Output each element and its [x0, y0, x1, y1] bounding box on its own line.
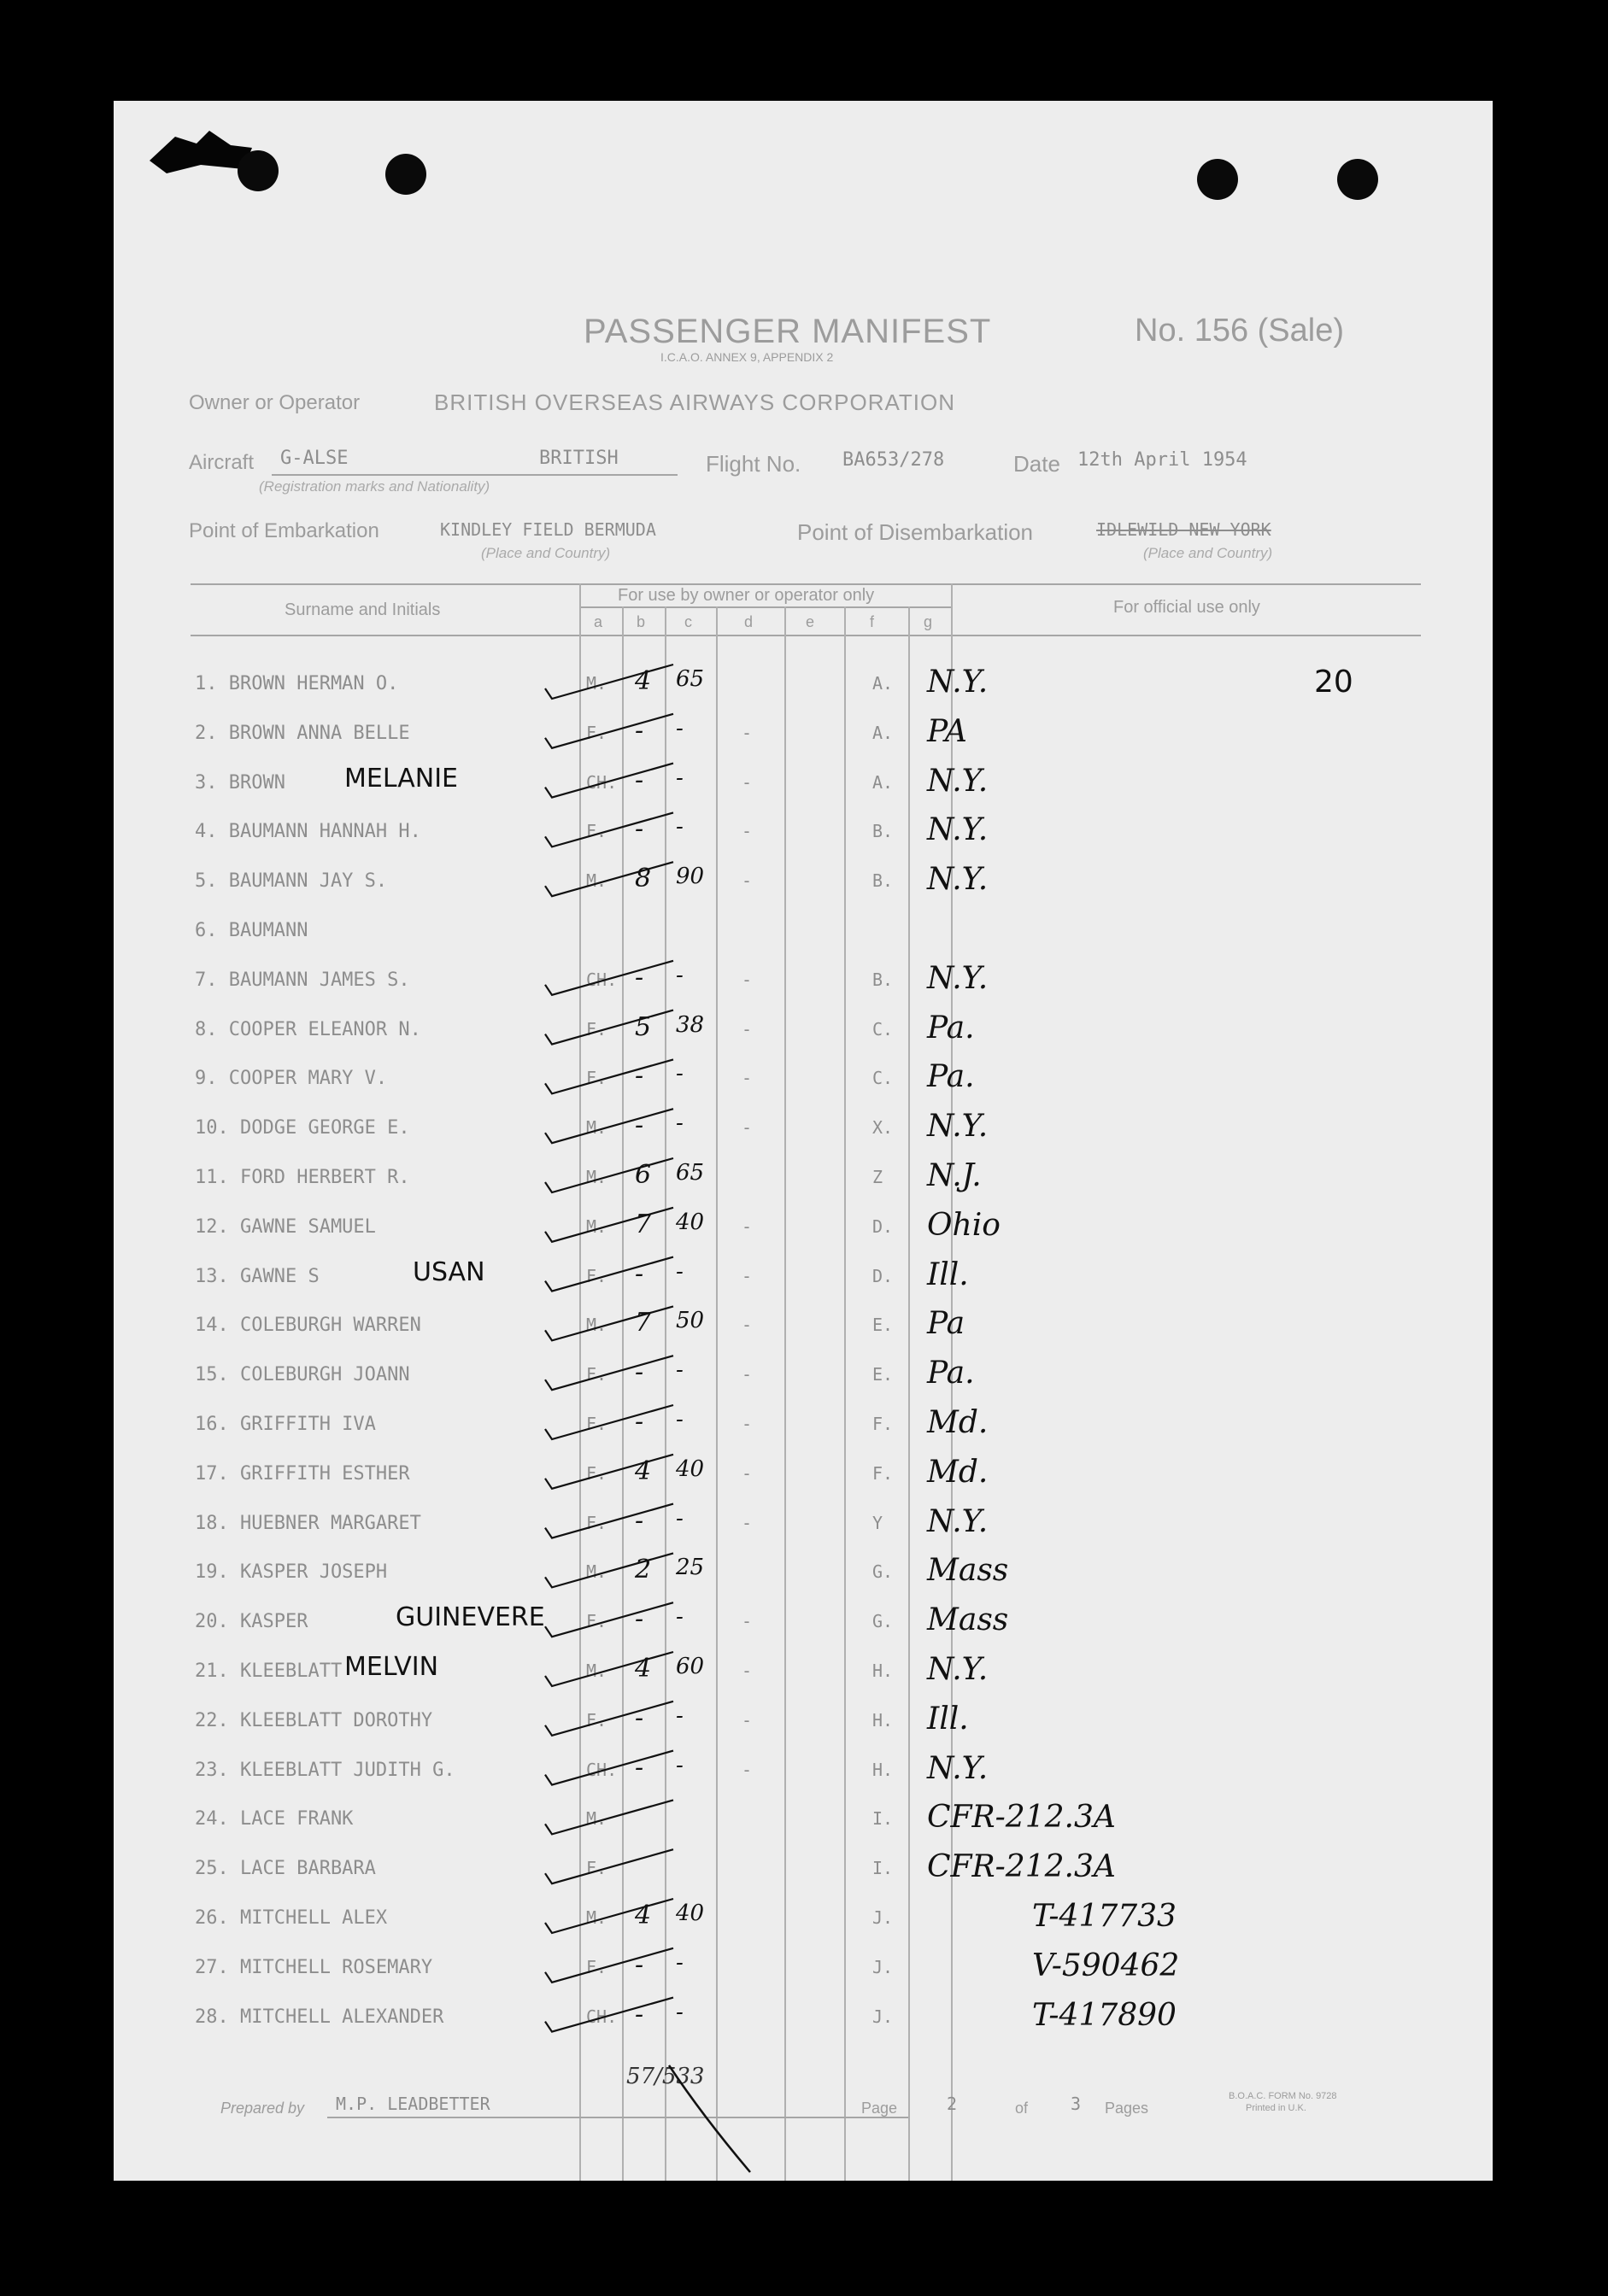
- cell-d: -: [742, 1759, 753, 1780]
- cell-destination: N.Y.: [927, 665, 989, 700]
- cell-weight-b: -: [635, 1752, 644, 1783]
- embark-note: (Place and Country): [481, 545, 611, 561]
- cell-weight-b: -: [635, 1949, 644, 1980]
- cell-group: D.: [872, 1215, 894, 1237]
- passenger-name: 22. KLEEBLATT DOROTHY: [195, 1709, 433, 1731]
- passenger-name: 25. LACE BARBARA: [195, 1858, 376, 1880]
- cell-weight-b: 8: [635, 864, 652, 894]
- cell-group: J.: [872, 1956, 894, 1977]
- cell-d: -: [742, 1215, 753, 1237]
- cell-destination: Md.: [927, 1454, 989, 1490]
- cell-group: A.: [872, 673, 894, 694]
- cell-weight-c: -: [676, 814, 684, 840]
- passenger-name: 2. BROWN ANNA BELLE: [195, 722, 410, 744]
- handwritten-name: USAN: [413, 1256, 485, 1287]
- cell-weight-b: 4: [635, 1901, 652, 1930]
- footer-stroke: [114, 101, 1493, 2181]
- col-official-use: For official use only: [1113, 598, 1260, 617]
- cell-group: B.: [872, 870, 894, 892]
- passenger-name: 6. BAUMANN: [195, 920, 308, 941]
- cell-sex: M.: [586, 1561, 607, 1583]
- total-figure: 57/533: [626, 2064, 705, 2089]
- cell-sex: M.: [586, 870, 607, 892]
- cell-group: F.: [872, 1462, 894, 1484]
- page-value: 2: [947, 2094, 958, 2114]
- form-note: B.O.A.C. FORM No. 9728: [1229, 2091, 1337, 2101]
- cell-group: H.: [872, 1759, 894, 1780]
- cell-weight-c: 50: [676, 1308, 705, 1334]
- cell-weight-b: 7: [635, 1209, 652, 1239]
- form-note-2: Printed in U.K.: [1246, 2103, 1306, 2113]
- cell-d: -: [742, 1462, 753, 1484]
- cell-weight-c: 25: [676, 1555, 705, 1581]
- cell-weight-c: -: [676, 1407, 684, 1432]
- cell-d: -: [742, 1512, 753, 1533]
- date-value: 12th April 1954: [1077, 449, 1247, 471]
- cell-weight-b: 4: [635, 1456, 652, 1486]
- cell-weight-b: -: [635, 962, 644, 993]
- subcol-d: d: [744, 613, 754, 630]
- flight-label: Flight No.: [706, 451, 801, 477]
- cell-weight-c: 40: [676, 1209, 705, 1235]
- owner-label: Owner or Operator: [189, 391, 361, 414]
- cell-weight-c: -: [676, 1752, 684, 1778]
- cell-weight-b: -: [635, 1702, 644, 1733]
- cell-group: C.: [872, 1018, 894, 1040]
- subcol-a: a: [594, 613, 603, 630]
- cell-d: -: [742, 1660, 753, 1681]
- cell-destination: Pa: [927, 1306, 965, 1342]
- passenger-name: 28. MITCHELL ALEXANDER: [195, 2006, 444, 2028]
- cell-group: A.: [872, 771, 894, 793]
- passenger-name: 14. COLEBURGH WARREN: [195, 1315, 421, 1337]
- cell-destination: CFR-212.3A: [927, 1800, 1116, 1836]
- passenger-name: 26. MITCHELL ALEX: [195, 1907, 388, 1929]
- cell-weight-b: -: [635, 1505, 644, 1536]
- cell-sex: F.: [586, 1462, 607, 1484]
- passenger-name: 27. MITCHELL ROSEMARY: [195, 1956, 433, 1978]
- cell-weight-c: 65: [676, 1160, 705, 1186]
- cell-sex: F.: [586, 1364, 607, 1385]
- passenger-name: 9. COOPER MARY V.: [195, 1068, 388, 1090]
- cell-weight-b: -: [635, 764, 644, 795]
- cell-weight-c: -: [676, 1061, 684, 1087]
- cell-weight-b: -: [635, 1407, 644, 1437]
- passenger-name: 19. KASPER JOSEPH: [195, 1561, 388, 1584]
- cell-group: X.: [872, 1117, 894, 1139]
- cell-group: H.: [872, 1709, 894, 1731]
- cell-sex: F.: [586, 1858, 607, 1879]
- cell-weight-c: 60: [676, 1654, 705, 1679]
- subcol-b: b: [637, 613, 646, 630]
- cell-destination: N.Y.: [927, 1750, 989, 1786]
- aircraft-reg: G-ALSE: [280, 448, 349, 469]
- cell-d: -: [742, 821, 753, 842]
- cell-sex: F.: [586, 1512, 607, 1533]
- of-label: of: [1015, 2100, 1029, 2117]
- cell-sex: F.: [586, 722, 607, 743]
- cell-group: B.: [872, 969, 894, 990]
- cell-sex: M.: [586, 1167, 607, 1187]
- subcol-e: e: [806, 613, 815, 630]
- cell-group: Y: [872, 1512, 883, 1533]
- manifest-sheet: [114, 101, 1493, 2181]
- cell-weight-b: -: [635, 1999, 644, 2030]
- cell-destination: CFR-212.3A: [927, 1849, 1116, 1885]
- cell-d: -: [742, 771, 753, 793]
- passenger-name: 7. BAUMANN JAMES S.: [195, 969, 410, 991]
- cell-group: D.: [872, 1265, 894, 1286]
- cell-weight-b: -: [635, 1061, 644, 1092]
- cell-sex: M.: [586, 1808, 607, 1830]
- cell-sex: F.: [586, 1265, 607, 1286]
- cell-destination: PA: [927, 713, 967, 749]
- cell-weight-b: 6: [635, 1160, 652, 1190]
- cell-weight-b: -: [635, 1604, 644, 1635]
- prepared-label: Prepared by: [220, 2100, 305, 2117]
- embark-label: Point of Embarkation: [189, 519, 379, 542]
- cell-destination: N.J.: [927, 1158, 982, 1193]
- manifest-title: PASSENGER MANIFEST: [584, 313, 992, 350]
- handwritten-name: GUINEVERE: [396, 1602, 545, 1633]
- passenger-name: 21. KLEEBLATT: [195, 1660, 343, 1682]
- passenger-name: 15. COLEBURGH JOANN: [195, 1364, 410, 1386]
- cell-weight-c: 90: [676, 864, 705, 890]
- disembark-label: Point of Disembarkation: [797, 519, 1034, 545]
- cell-destination: T-417733: [1032, 1899, 1177, 1934]
- cell-group: Z: [872, 1167, 883, 1187]
- cell-sex: M.: [586, 1315, 607, 1336]
- passenger-name: 16. GRIFFITH IVA: [195, 1414, 376, 1435]
- cell-destination: Pa.: [927, 1059, 975, 1095]
- cell-sex: M.: [586, 1215, 607, 1237]
- passenger-name: 12. GAWNE SAMUEL: [195, 1215, 376, 1238]
- cell-weight-b: -: [635, 1110, 644, 1141]
- handwritten-name: MELANIE: [344, 763, 459, 794]
- cell-destination: Ill.: [927, 1701, 969, 1737]
- cell-weight-c: 38: [676, 1011, 705, 1038]
- cell-weight-c: -: [676, 1258, 684, 1285]
- cell-weight-b: 7: [635, 1308, 652, 1338]
- subcol-c: c: [684, 613, 692, 630]
- passenger-name: 11. FORD HERBERT R.: [195, 1167, 410, 1188]
- cell-weight-c: -: [676, 1702, 684, 1729]
- cell-sex: CH.: [586, 2006, 618, 2027]
- cell-weight-b: -: [635, 814, 644, 845]
- passenger-name: 8. COOPER ELEANOR N.: [195, 1018, 421, 1040]
- manifest-number: No. 156 (Sale): [1135, 313, 1345, 348]
- disembark-value: IDLEWILD NEW YORK: [1096, 519, 1271, 540]
- cell-destination: Mass: [927, 1553, 1009, 1589]
- cell-weight-c: -: [676, 1357, 684, 1384]
- cell-group: J.: [872, 2006, 894, 2027]
- subcol-f: f: [870, 613, 875, 630]
- cell-weight-c: 40: [676, 1456, 705, 1482]
- cell-weight-c: -: [676, 764, 684, 791]
- cell-sex: F.: [586, 1956, 607, 1977]
- handwritten-name: MELVIN: [344, 1652, 439, 1682]
- cell-group: H.: [872, 1660, 894, 1681]
- cell-destination: T-417890: [1032, 1997, 1177, 2033]
- cell-destination: N.Y.: [927, 812, 989, 848]
- cell-sex: CH.: [586, 969, 618, 990]
- cell-destination: Pa.: [927, 1010, 975, 1046]
- cell-group: G.: [872, 1561, 894, 1583]
- cell-sex: F.: [586, 1611, 607, 1632]
- cell-weight-c: -: [676, 1999, 684, 2025]
- cell-destination: N.Y.: [927, 1652, 989, 1687]
- cell-sex: F.: [586, 1068, 607, 1089]
- cell-group: F.: [872, 1414, 894, 1434]
- cell-destination: N.Y.: [927, 1109, 989, 1145]
- cell-d: -: [742, 1068, 753, 1089]
- cell-sex: F.: [586, 1709, 607, 1731]
- of-value: 3: [1071, 2094, 1082, 2114]
- pages-label: Pages: [1105, 2100, 1149, 2117]
- cell-weight-c: 65: [676, 666, 705, 692]
- col-surname: Surname and Initials: [285, 600, 441, 619]
- cell-sex: F.: [586, 821, 607, 842]
- cell-sex: CH.: [586, 771, 618, 793]
- flight-value: BA653/278: [842, 449, 945, 471]
- cell-sex: M.: [586, 1660, 607, 1681]
- passenger-name: 13. GAWNE S: [195, 1265, 320, 1287]
- cell-group: G.: [872, 1611, 894, 1632]
- passenger-name: 18. HUEBNER MARGARET: [195, 1512, 421, 1534]
- cell-weight-c: -: [676, 715, 684, 741]
- cell-destination: V-590462: [1032, 1948, 1180, 1983]
- cell-d: -: [742, 1414, 753, 1434]
- cell-weight-b: 4: [635, 666, 652, 696]
- passenger-name: 3. BROWN: [195, 771, 285, 794]
- cell-d: -: [742, 1315, 753, 1336]
- aircraft-label: Aircraft: [189, 451, 255, 474]
- cell-weight-c: -: [676, 1949, 684, 1976]
- cell-weight-c: -: [676, 962, 684, 988]
- cell-sex: M.: [586, 1117, 607, 1139]
- passenger-name: 4. BAUMANN HANNAH H.: [195, 821, 421, 843]
- cell-d: -: [742, 722, 753, 743]
- cell-destination: N.Y.: [927, 960, 989, 996]
- manifest-subtitle: I.C.A.O. ANNEX 9, APPENDIX 2: [660, 350, 834, 364]
- cell-destination: Pa.: [927, 1356, 975, 1391]
- cell-group: A.: [872, 722, 894, 743]
- cell-weight-b: -: [635, 1258, 644, 1289]
- cell-sex: M.: [586, 1907, 607, 1928]
- col-owner-use: For use by owner or operator only: [618, 586, 875, 605]
- cell-sex: CH.: [586, 1759, 618, 1780]
- cell-group: J.: [872, 1907, 894, 1928]
- cell-destination: Ohio: [927, 1207, 1001, 1243]
- passenger-name: 20. KASPER: [195, 1611, 308, 1633]
- cell-sex: F.: [586, 1018, 607, 1040]
- passenger-name: 1. BROWN HERMAN O.: [195, 673, 399, 694]
- cell-sex: F.: [586, 1414, 607, 1434]
- cell-d: -: [742, 870, 753, 892]
- page-label: Page: [861, 2100, 898, 2117]
- cell-destination: N.Y.: [927, 862, 989, 898]
- cell-group: E.: [872, 1364, 894, 1385]
- cell-group: E.: [872, 1315, 894, 1336]
- cell-d: -: [742, 969, 753, 990]
- cell-group: C.: [872, 1068, 894, 1089]
- cell-destination: N.Y.: [927, 1503, 989, 1539]
- passenger-name: 10. DODGE GEORGE E.: [195, 1117, 410, 1139]
- embark-value: KINDLEY FIELD BERMUDA: [440, 519, 656, 540]
- passenger-name: 24. LACE FRANK: [195, 1808, 354, 1830]
- passenger-name: 17. GRIFFITH ESTHER: [195, 1462, 410, 1485]
- cell-group: I.: [872, 1808, 894, 1830]
- owner-value: BRITISH OVERSEAS AIRWAYS CORPORATION: [434, 390, 956, 415]
- prepared-value: M.P. LEADBETTER: [336, 2094, 490, 2114]
- aircraft-nat: BRITISH: [539, 448, 619, 469]
- date-label: Date: [1013, 451, 1060, 477]
- cell-d: -: [742, 1709, 753, 1731]
- cell-weight-c: 40: [676, 1901, 705, 1926]
- cell-weight-b: -: [635, 1357, 644, 1388]
- cell-d: -: [742, 1117, 753, 1139]
- cell-weight-b: 2: [635, 1555, 652, 1585]
- cell-weight-b: -: [635, 715, 644, 746]
- cell-weight-c: -: [676, 1604, 684, 1631]
- passenger-name: 5. BAUMANN JAY S.: [195, 870, 388, 893]
- disembark-note: (Place and Country): [1143, 545, 1273, 561]
- cell-sex: M.: [586, 673, 607, 694]
- cell-d: -: [742, 1265, 753, 1286]
- cell-destination: Md.: [927, 1405, 989, 1440]
- cell-group: B.: [872, 821, 894, 842]
- official-count: 20: [1314, 665, 1353, 700]
- cell-group: I.: [872, 1858, 894, 1879]
- cell-destination: N.Y.: [927, 763, 989, 799]
- cell-d: -: [742, 1611, 753, 1632]
- cell-weight-b: 5: [635, 1011, 652, 1042]
- cell-weight-b: 4: [635, 1654, 652, 1684]
- cell-weight-c: -: [676, 1505, 684, 1532]
- cell-destination: Mass: [927, 1602, 1009, 1638]
- aircraft-note: (Registration marks and Nationality): [259, 478, 490, 495]
- cell-destination: Ill.: [927, 1256, 969, 1292]
- passenger-name: 23. KLEEBLATT JUDITH G.: [195, 1759, 455, 1781]
- cell-weight-c: -: [676, 1110, 684, 1137]
- subcol-g: g: [924, 613, 933, 630]
- cell-d: -: [742, 1018, 753, 1040]
- cell-d: -: [742, 1364, 753, 1385]
